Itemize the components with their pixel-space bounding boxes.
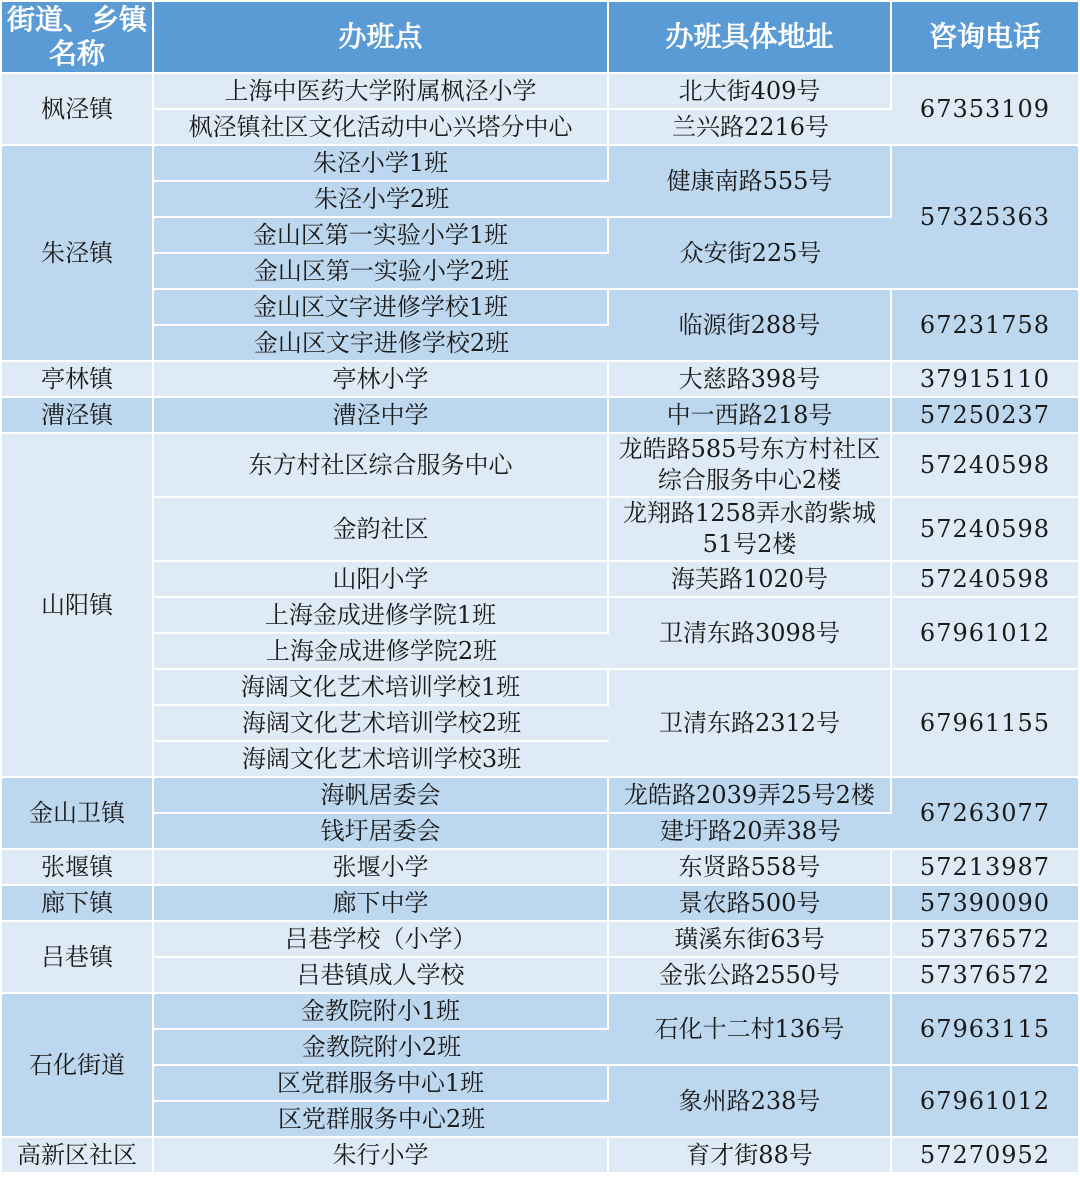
site-cell: 金教院附小2班 [154,1030,609,1066]
table-row [2,290,1078,326]
phone-cell: 67353109 [892,74,1078,146]
phone-cell: 57240598 [892,562,1078,598]
phone-cell: 67961012 [892,1066,1078,1138]
phone-cell: 37915110 [892,362,1078,398]
header-address: 办班具体地址 [609,2,892,74]
table-row [2,598,1078,634]
phone-cell: 67963115 [892,994,1078,1066]
site-cell: 上海金成进修学院1班 [154,598,609,634]
table-row [2,922,1078,958]
address-cell: 育才街88号 [609,1138,892,1174]
phone-cell: 67231758 [892,290,1078,362]
address-cell: 景农路500号 [609,886,892,922]
site-cell: 枫泾镇社区文化活动中心兴塔分中心 [154,110,609,146]
phone-cell: 57376572 [892,958,1078,994]
table-row [2,958,1078,994]
town-cell: 金山卫镇 [2,778,154,850]
address-cell: 金张公路2550号 [609,958,892,994]
address-cell: 建圩路20弄38号 [609,814,892,850]
site-cell: 山阳小学 [154,562,609,598]
phone-cell: 57213987 [892,850,1078,886]
address-cell: 卫清东路2312号 [609,670,892,778]
address-cell: 璜溪东街63号 [609,922,892,958]
phone-cell: 57325363 [892,146,1078,290]
site-cell: 漕泾中学 [154,398,609,434]
table-row [2,434,1078,498]
phone-cell: 57390090 [892,886,1078,922]
address-cell: 健康南路555号 [609,146,892,218]
site-cell: 上海金成进修学院2班 [154,634,609,670]
town-cell: 山阳镇 [2,434,154,778]
site-cell: 金韵社区 [154,498,609,562]
table-row [2,362,1078,398]
phone-cell: 67263077 [892,778,1078,850]
header-phone: 咨询电话 [892,2,1078,74]
table-row [2,1138,1078,1174]
site-cell: 金山区文字进修学校1班 [154,290,609,326]
site-cell: 吕巷镇成人学校 [154,958,609,994]
table-row [2,850,1078,886]
address-cell: 大慈路398号 [609,362,892,398]
town-cell: 亭林镇 [2,362,154,398]
address-cell: 中一西路218号 [609,398,892,434]
site-cell: 朱泾小学2班 [154,182,609,218]
header-town: 街道、乡镇名称 [2,2,154,74]
town-cell: 漕泾镇 [2,398,154,434]
site-cell: 金教院附小1班 [154,994,609,1030]
site-cell: 金山区第一实验小学1班 [154,218,609,254]
table-row [2,994,1078,1030]
address-cell: 象州路238号 [609,1066,892,1138]
town-cell: 廊下镇 [2,886,154,922]
phone-cell: 57240598 [892,498,1078,562]
site-cell: 朱行小学 [154,1138,609,1174]
address-cell: 兰兴路2216号 [609,110,892,146]
site-cell: 海帆居委会 [154,778,609,814]
table-row [2,886,1078,922]
site-cell: 海阔文化艺术培训学校2班 [154,706,609,742]
address-cell: 卫清东路3098号 [609,598,892,670]
training-sites-table [2,2,1078,1174]
phone-cell: 57240598 [892,434,1078,498]
table-row [2,1066,1078,1102]
site-cell: 朱泾小学1班 [154,146,609,182]
site-cell: 海阔文化艺术培训学校1班 [154,670,609,706]
town-cell: 高新区社区 [2,1138,154,1174]
town-cell: 石化街道 [2,994,154,1138]
table-row [2,74,1078,110]
site-cell: 区党群服务中心1班 [154,1066,609,1102]
town-cell: 朱泾镇 [2,146,154,362]
site-cell: 张堰小学 [154,850,609,886]
site-cell: 海阔文化艺术培训学校3班 [154,742,609,778]
address-cell: 海芙路1020号 [609,562,892,598]
phone-cell: 67961155 [892,670,1078,778]
town-cell: 枫泾镇 [2,74,154,146]
site-cell: 东方村社区综合服务中心 [154,434,609,498]
address-cell: 龙皓路585号东方村社区综合服务中心2楼 [609,434,892,498]
address-cell: 众安街225号 [609,218,892,290]
town-cell: 吕巷镇 [2,922,154,994]
address-cell: 临源街288号 [609,290,892,362]
table-row [2,498,1078,562]
address-cell: 龙翔路1258弄水韵紫城51号2楼 [609,498,892,562]
site-cell: 廊下中学 [154,886,609,922]
table-row [2,146,1078,182]
header-row [2,2,1078,74]
site-cell: 吕巷学校（小学） [154,922,609,958]
table-row [2,562,1078,598]
table-row [2,778,1078,814]
phone-cell: 57376572 [892,922,1078,958]
site-cell: 钱圩居委会 [154,814,609,850]
town-cell: 张堰镇 [2,850,154,886]
site-cell: 金山区文宇进修学校2班 [154,326,609,362]
phone-cell: 57270952 [892,1138,1078,1174]
site-cell: 金山区第一实验小学2班 [154,254,609,290]
address-cell: 东贤路558号 [609,850,892,886]
site-cell: 上海中医药大学附属枫泾小学 [154,74,609,110]
site-cell: 亭林小学 [154,362,609,398]
phone-cell: 67961012 [892,598,1078,670]
address-cell: 北大街409号 [609,74,892,110]
address-cell: 龙皓路2039弄25号2楼 [609,778,892,814]
site-cell: 区党群服务中心2班 [154,1102,609,1138]
table-row [2,670,1078,706]
table-row [2,398,1078,434]
phone-cell: 57250237 [892,398,1078,434]
header-site: 办班点 [154,2,609,74]
address-cell: 石化十二村136号 [609,994,892,1066]
